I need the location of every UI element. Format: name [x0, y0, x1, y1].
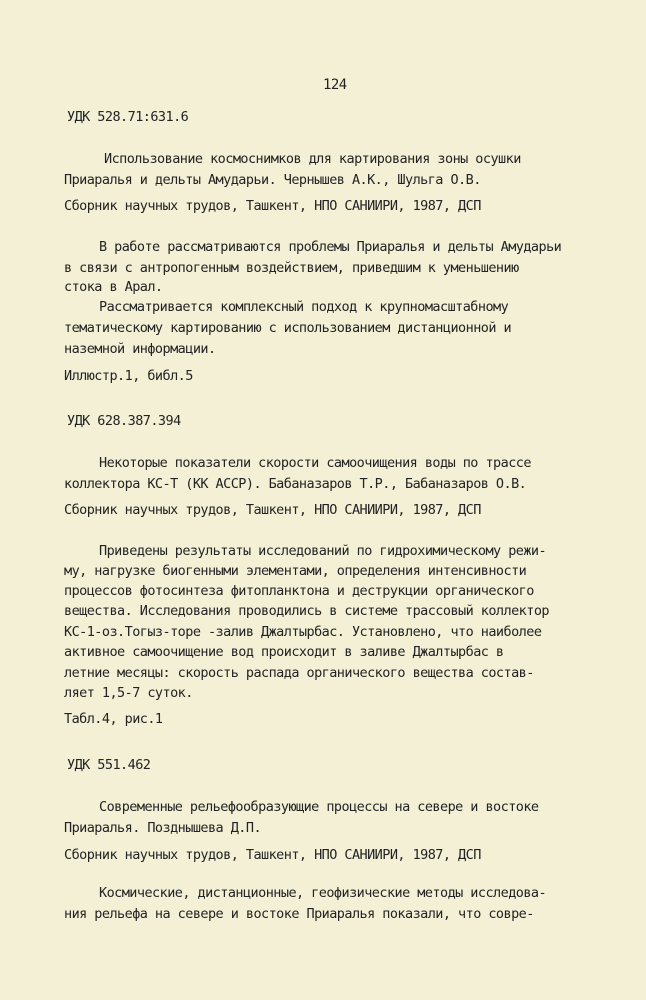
abstract-line: наземной информации.	[64, 341, 216, 357]
udk-code: УДК 528.71:631.6	[67, 109, 189, 125]
abstract-line: В работе рассматриваются проблемы Приаралья и дельты Амударьи	[99, 239, 562, 255]
abstract-line: тематическому картированию с использованием дистанционной и	[64, 320, 512, 336]
entry-title-line: Современные рельефообразующие процессы на севере и востоке	[99, 799, 539, 815]
entry-title-line: Приаралья и дельты Амударьи. Чернышев А.К., Шульга О.В.	[64, 172, 481, 188]
entry-title-line: Приаралья. Позднышева Д.П.	[64, 820, 262, 836]
abstract-line: стока в Арал.	[64, 279, 163, 295]
abstract-line: ния рельефа на севере и востоке Приаралья показали, что совре-	[64, 906, 534, 922]
abstract-line: Приведены результаты исследований по гидрохимическому режи-	[99, 543, 547, 559]
abstract-line: вещества. Исследования проводились в системе трассовый коллектор	[64, 603, 549, 619]
entry-title-line: Использование космоснимков для картирования зоны осушки	[104, 151, 521, 167]
abstract-line: летние месяцы: скорость распада органического вещества состав-	[64, 665, 534, 681]
entry-source: Сборник научных трудов, Ташкент, НПО САНИИРИ, 1987, ДСП	[64, 198, 481, 214]
entry-title-line: коллектора КС-Т (КК АССР). Бабаназаров Т.Р., Бабаназаров О.В.	[64, 476, 527, 492]
abstract-line: му, нагрузке биогенными элементами, определения интенсивности	[64, 563, 527, 579]
udk-code: УДК 628.387.394	[67, 413, 181, 429]
udk-code: УДК 551.462	[67, 757, 151, 773]
abstract-line: в связи с антропогенным воздействием, приведшим к уменьшению	[64, 260, 519, 276]
entry-source: Сборник научных трудов, Ташкент, НПО САНИИРИ, 1987, ДСП	[64, 502, 481, 518]
entry-title-line: Некоторые показатели скорости самоочищения воды по трассе	[99, 455, 531, 471]
abstract-line: Рассматривается комплексный подход к крупномасштабному	[99, 299, 509, 315]
entry-source: Сборник научных трудов, Ташкент, НПО САНИИРИ, 1987, ДСП	[64, 847, 481, 863]
abstract-line: процессов фотосинтеза фитопланктона и деструкции органического	[64, 583, 534, 599]
entry-note: Иллюстр.1, библ.5	[64, 368, 193, 384]
abstract-line: КС-1-оз.Тогыз-торе -залив Джалтырбас. Установлено, что наиболее	[64, 624, 542, 640]
abstract-line: ляет 1,5-7 суток.	[64, 685, 193, 701]
abstract-line: активное самоочищение вод происходит в заливе Джалтырбас в	[64, 644, 504, 660]
page-number: 124	[323, 77, 347, 93]
entry-note: Табл.4, рис.1	[64, 711, 163, 727]
abstract-line: Космические, дистанционные, геофизические методы исследова-	[99, 885, 547, 901]
